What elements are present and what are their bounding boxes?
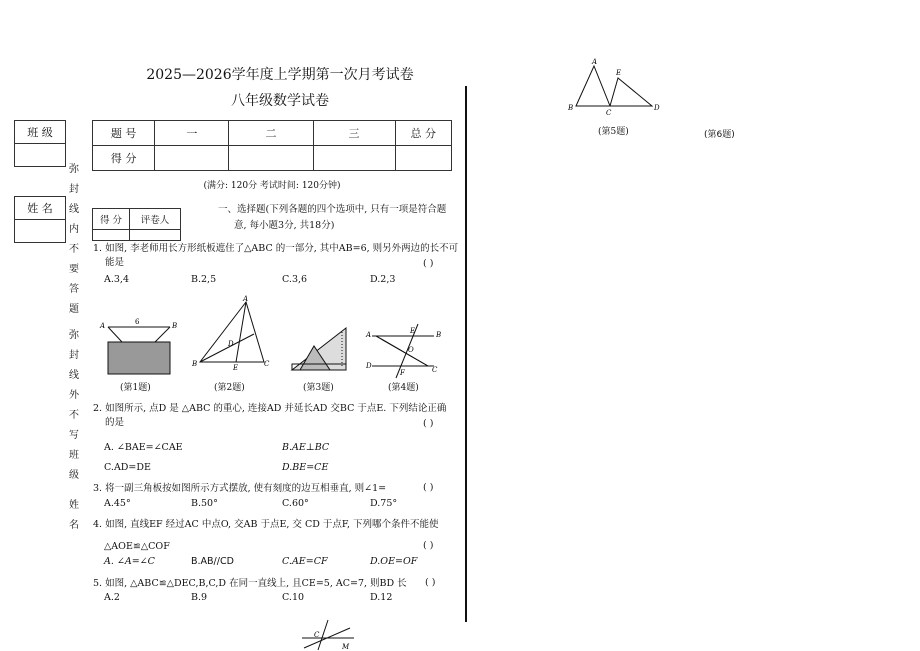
option-c: C.3,6 [282,274,308,285]
option-a: A.45° [104,498,131,509]
notice-char: 线 [69,204,79,215]
fig5-label: B [568,104,574,112]
notice-char: 弥 [69,164,79,175]
option-a: A.3,4 [104,274,129,285]
class-box [14,120,66,167]
fig5-label: C [606,109,612,117]
figure-6-caption: (第6题) [704,130,735,140]
option-b: B.9 [191,592,208,603]
figure-2-caption: (第2题) [214,383,245,393]
grader-score-label: 得 分 [93,209,130,230]
question-2 [93,402,446,430]
fig4-label: O [408,346,414,354]
figure-4 [366,322,440,378]
figure-3-caption: (第3题) [303,383,334,393]
question-text: 1. 如图, 李老师用长方形纸板遮住了△ABC 的一部分, 其中AB=6, 则另外两边的长不可 [93,243,459,254]
score-table [92,120,452,171]
fig5-label: D [654,104,660,112]
grader-table [92,208,181,241]
figure-4-caption: (第4题) [388,383,419,393]
seal-notice-top [68,160,80,320]
question-text: 2. 如图所示, 点D 是 △ABC 的重心, 连接AD 并延长AD 交BC 于点E. 下列结论正确 [93,403,447,414]
option-a: A. ∠BAE=∠CAE [104,442,183,453]
notice-char: 不 [69,244,79,255]
fig4-label: D [366,362,372,370]
notice-char: 题 [69,304,79,315]
question-4-line2: △AOE≌△COF [104,541,170,552]
figure-1-caption: (第1题) [120,383,151,393]
score-header-cell: 一 [155,121,229,146]
option-d: D.12 [370,592,393,603]
fig4-label: A [366,331,372,339]
exam-subtitle: 八年级数学试卷 [231,93,329,109]
fig2-label: E [233,364,239,372]
fig5-label: E [616,69,622,77]
fig1-label: B [172,322,178,330]
exam-info: (满分: 120分 考试时间: 120分钟) [203,181,341,191]
option-d: D.BE=CE [282,462,329,473]
fig6-label: M [342,643,350,651]
grader-score-cell[interactable] [93,230,130,241]
fig2-label: C [264,360,270,368]
section1-title [218,202,446,234]
fig6-label: C [314,631,320,639]
option-b: B.50° [191,498,218,509]
fig2-label: B [192,360,198,368]
figure-5-caption: (第5题) [598,127,629,137]
option-c: C.AE=CF [282,556,328,567]
option-d: D.75° [370,498,398,509]
name-box [14,196,66,243]
score-header-cell: 二 [229,121,313,146]
figure-6 [298,618,358,650]
option-a: A.2 [104,592,120,603]
answer-bracket[interactable]: ( ) [423,482,434,493]
class-input-cell[interactable] [15,144,66,167]
option-c: C.10 [282,592,305,603]
fig4-label: B [436,331,442,339]
notice-char: 答 [69,284,79,295]
fig2-label: D [228,340,234,348]
fig4-label: E [410,327,416,335]
question-5: 5. 如图, △ABC≌△DEC,B,C,D 在同一直线上, 且CE=5, AC=7, 则BD 长 [93,578,407,589]
notice-char: 写 [69,430,79,441]
figure-2 [190,296,272,370]
option-d: D.2,3 [370,274,396,285]
score-row-label: 得 分 [93,146,155,171]
figure-1 [100,318,180,376]
option-c: C.AD=DE [104,462,151,473]
question-text: 能是 [105,257,125,268]
fig2-label: A [243,295,249,303]
answer-bracket[interactable]: ( ) [423,540,434,551]
figure-5 [566,58,666,117]
option-b: B.AB//CD [191,556,234,567]
answer-bracket[interactable]: ( ) [423,418,434,429]
notice-char: 姓 [69,500,79,511]
fig1-label: 6 [135,318,140,326]
name-label: 姓 名 [15,197,66,220]
notice-char: 弥 [69,330,79,341]
score-cell[interactable] [155,146,229,171]
score-cell[interactable] [395,146,451,171]
score-cell[interactable] [313,146,395,171]
score-cell[interactable] [229,146,313,171]
score-header-cell: 题 号 [93,121,155,146]
option-a: A. ∠A=∠C [104,556,155,567]
notice-char: 内 [69,224,79,235]
notice-char: 不 [69,410,79,421]
notice-char: 封 [69,350,79,361]
option-c: C.60° [282,498,309,509]
question-1 [93,242,458,270]
figure-3 [290,324,356,374]
class-label: 班 级 [15,121,66,144]
option-b: B.2,5 [191,274,217,285]
option-d: D.OE=OF [370,556,418,567]
answer-bracket[interactable]: ( ) [423,258,434,269]
exam-title: 2025—2026学年度上学期第一次月考试卷 [146,67,414,83]
score-header-cell: 总 分 [395,121,451,146]
column-divider [465,86,467,622]
fig5-label: A [592,58,598,66]
section1-title-line: 一、选择题(下列各题的四个选项中, 只有一项是符合题 [218,204,447,215]
fig1-label: A [100,322,106,330]
score-header-cell: 三 [313,121,395,146]
question-4: 4. 如图, 直线EF 经过AC 中点O, 交AB 于点E, 交 CD 于点F, 下列哪个条件不能使 [93,519,439,530]
option-b: B.AE⊥BC [282,442,330,453]
seal-notice-bottom [68,326,80,536]
question-3: 3. 将一副三角板按如图所示方式摆放, 使有刻度的边互相垂直, 则∠1= [93,483,387,494]
question-text: 的是 [105,417,125,428]
notice-char: 封 [69,184,79,195]
fig4-label: F [400,369,405,377]
name-input-cell[interactable] [15,220,66,243]
notice-char: 要 [69,264,79,275]
grader-name-cell[interactable] [130,230,181,241]
notice-char: 班 [69,450,79,461]
notice-char: 线 [69,370,79,381]
notice-char: 名 [69,520,79,531]
notice-char: 外 [69,390,79,401]
fig4-label: C [432,366,438,374]
section1-title-line: 意, 每小题3分, 共18分) [234,220,335,231]
notice-char: 级 [69,470,79,481]
answer-bracket[interactable]: ( ) [425,577,436,588]
grader-name-label: 评卷人 [130,209,181,230]
